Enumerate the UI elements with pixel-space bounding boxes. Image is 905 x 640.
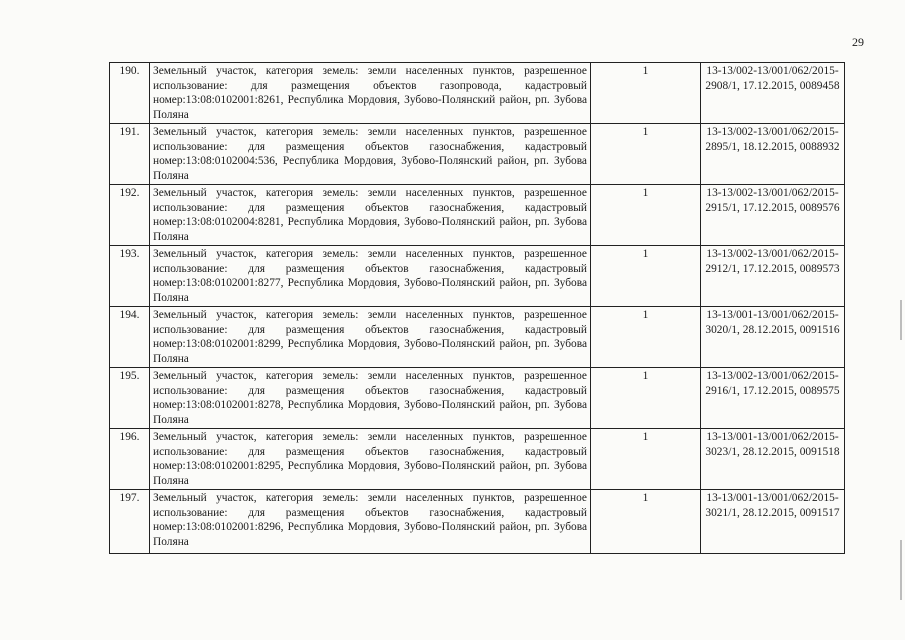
scan-edge-mark [900, 540, 902, 600]
registration-cell: 13-13/002-13/001/062/2015-2908/1, 17.12.2015, 0089458 [701, 63, 845, 124]
row-number-cell: 192. [110, 185, 150, 246]
description-cell: Земельный участок, категория земель: земли населенных пунктов, разрешенное использование: для размещения объектов газоснабжения, кадастровый номер:13:08:0102001:8277, Республика Мордовия, Зубово-Полянский район, рп. Зубова Поляна [150, 246, 591, 307]
description-cell: Земельный участок, категория земель: земли населенных пунктов, разрешенное использование: для размещения объектов газоснабжения, кадастровый номер:13:08:0102001:8299, Республика Мордовия, Зубово-Полянский район, рп. Зубова Поляна [150, 307, 591, 368]
registration-cell: 13-13/002-13/001/062/2015-2895/1, 18.12.2015, 0088932 [701, 124, 845, 185]
description-cell: Земельный участок, категория земель: земли населенных пунктов, разрешенное использование: для размещения объектов газоснабжения, кадастровый номер:13:08:0102001:8295, Республика Мордовия, Зубово-Полянский район, рп. Зубова Поляна [150, 429, 591, 490]
quantity-cell: 1 [591, 429, 701, 490]
row-number-cell: 191. [110, 124, 150, 185]
row-number-cell: 197. [110, 490, 150, 554]
quantity-cell: 1 [591, 124, 701, 185]
description-cell: Земельный участок, категория земель: земли населенных пунктов, разрешенное использование: для размещения объектов газоснабжения, кадастровый номер:13:08:0102001:8278, Республика Мордовия, Зубово-Полянский район, рп. Зубова Поляна [150, 368, 591, 429]
quantity-cell: 1 [591, 185, 701, 246]
registration-cell: 13-13/001-13/001/062/2015-3021/1, 28.12.2015, 0091517 [701, 490, 845, 554]
row-number-cell: 190. [110, 63, 150, 124]
table-row [110, 246, 845, 307]
table-row [110, 429, 845, 490]
registration-cell: 13-13/001-13/001/062/2015-3023/1, 28.12.2015, 0091518 [701, 429, 845, 490]
row-number-cell: 195. [110, 368, 150, 429]
quantity-cell: 1 [591, 307, 701, 368]
table-row [110, 63, 845, 124]
registration-cell: 13-13/002-13/001/062/2015-2916/1, 17.12.2015, 0089575 [701, 368, 845, 429]
table-row [110, 185, 845, 246]
registration-cell: 13-13/002-13/001/062/2015-2912/1, 17.12.2015, 0089573 [701, 246, 845, 307]
property-registry-table [109, 62, 845, 554]
quantity-cell: 1 [591, 246, 701, 307]
quantity-cell: 1 [591, 368, 701, 429]
scan-edge-mark [900, 300, 902, 340]
registry-table-body [110, 63, 845, 554]
registration-cell: 13-13/002-13/001/062/2015-2915/1, 17.12.2015, 0089576 [701, 185, 845, 246]
description-cell: Земельный участок, категория земель: земли населенных пунктов, разрешенное использование: для размещения объектов газопровода, кадастровый номер:13:08:0102001:8261, Республика Мордовия, Зубово-Полянский район, рп. Зубова Поляна [150, 63, 591, 124]
page-number: 29 [852, 35, 864, 49]
description-cell: Земельный участок, категория земель: земли населенных пунктов, разрешенное использование: для размещения объектов газоснабжения, кадастровый номер:13:08:0102001:8296, Республика Мордовия, Зубово-Полянский район, рп. Зубова Поляна [150, 490, 591, 554]
row-number-cell: 196. [110, 429, 150, 490]
table-row [110, 490, 845, 554]
row-number-cell: 193. [110, 246, 150, 307]
registration-cell: 13-13/001-13/001/062/2015-3020/1, 28.12.2015, 0091516 [701, 307, 845, 368]
quantity-cell: 1 [591, 63, 701, 124]
row-number-cell: 194. [110, 307, 150, 368]
quantity-cell: 1 [591, 490, 701, 554]
table-row [110, 368, 845, 429]
table-row [110, 124, 845, 185]
description-cell: Земельный участок, категория земель: земли населенных пунктов, разрешенное использование: для размещения объектов газоснабжения, кадастровый номер:13:08:0102004:8281, Республика Мордовия, Зубово-Полянский район, рп. Зубова Поляна [150, 185, 591, 246]
description-cell: Земельный участок, категория земель: земли населенных пунктов, разрешенное использование: для размещения объектов газоснабжения, кадастровый номер:13:08:0102004:536, Республика Мордовия, Зубово-Полянский район, рп. Зубова Поляна [150, 124, 591, 185]
table-row [110, 307, 845, 368]
